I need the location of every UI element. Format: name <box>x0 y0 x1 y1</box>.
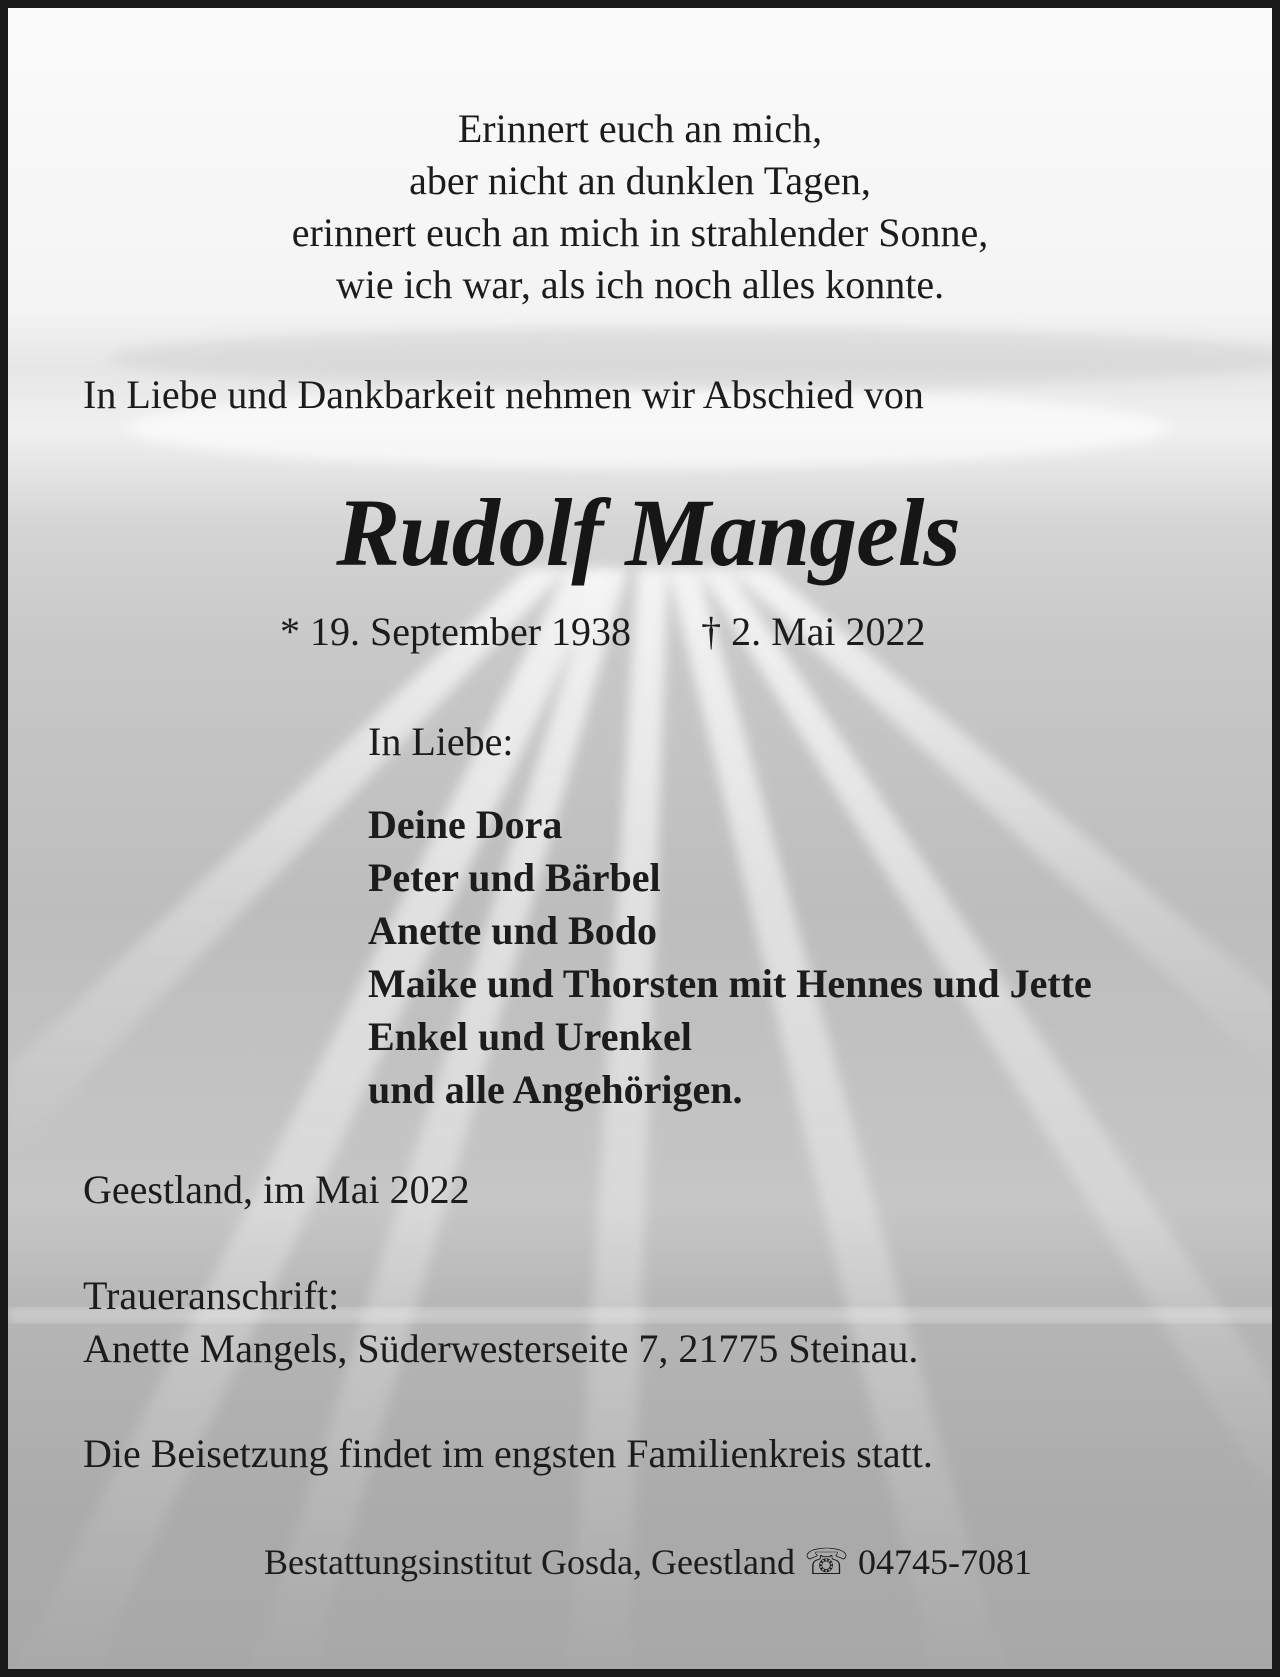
poem-line: wie ich war, als ich noch alles konnte. <box>335 262 945 307</box>
deceased-name: Rudolf Mangels <box>336 479 960 586</box>
poem-line: erinnert euch an mich in strahlender Sonne, <box>291 210 989 255</box>
place-date: Geestland, im Mai 2022 <box>83 1167 470 1212</box>
poem-line: aber nicht an dunklen Tagen, <box>409 158 871 203</box>
intro-text: In Liebe und Dankbarkeit nehmen wir Abschied von <box>83 372 924 417</box>
undertaker-info: Bestattungsinstitut Gosda, Geestland ☏ 04745-7081 <box>264 1542 1032 1582</box>
mourner: Deine Dora <box>368 802 563 847</box>
address-label: Traueranschrift: <box>83 1273 340 1318</box>
mourning-address: Anette Mangels, Süderwesterseite 7, 21775 Steinau. <box>83 1326 919 1371</box>
birth-date: * 19. September 1938 <box>280 609 632 654</box>
mourners-list <box>368 798 1092 1116</box>
life-dates <box>280 606 926 658</box>
in-liebe-label: In Liebe: <box>368 719 514 764</box>
death-date: † 2. Mai 2022 <box>701 609 926 654</box>
burial-note: Die Beisetzung findet im engsten Familienkreis statt. <box>83 1431 933 1476</box>
poem-line: Erinnert euch an mich, <box>457 106 823 151</box>
poem <box>8 103 1272 311</box>
mourner: Peter und Bärbel <box>368 855 661 900</box>
mourner: Anette und Bodo <box>368 908 657 953</box>
mourner: und alle Angehörigen. <box>368 1067 743 1112</box>
mourner: Maike und Thorsten mit Hennes und Jette <box>368 961 1092 1006</box>
mourner: Enkel und Urenkel <box>368 1014 692 1059</box>
